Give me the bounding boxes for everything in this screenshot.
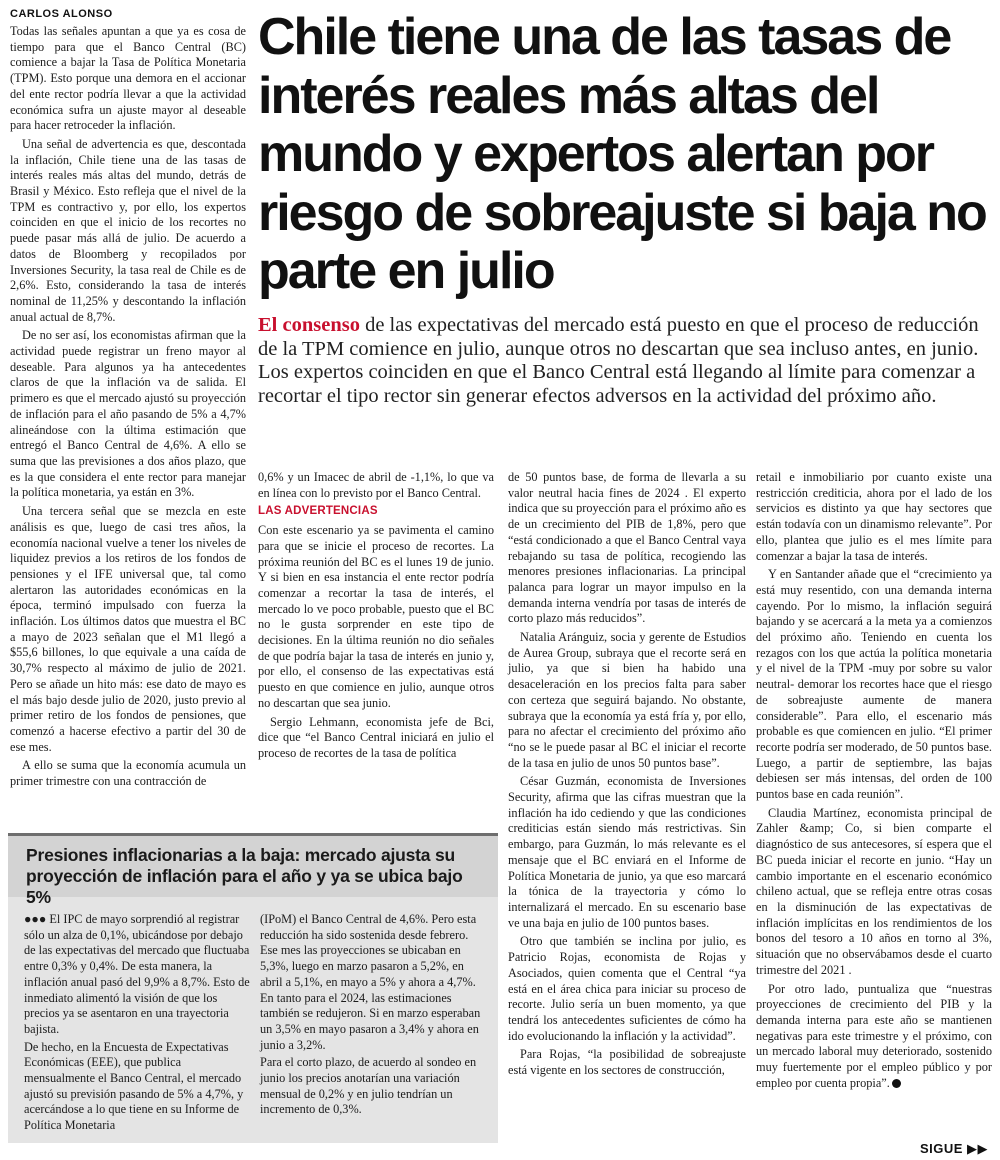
article-column-3 bbox=[508, 470, 746, 1082]
bullet-dots-icon: ●●● bbox=[24, 912, 47, 926]
article-column-2 bbox=[258, 470, 494, 765]
paragraph: De no ser así, los economistas afirman que la actividad puede registrar un freno mayor al deseable. Para algunos ya ha antecedentes claros de que la inflación va de salida. El primero es que el mercado ajustó su proyección de inflación para el año pasando de 5% a 4,7% alineándose con la última estimación que entregó el Banco Central de 4,6%. A ello se suma que las previsiones a dos años plazo, que es la que considera el ente rector para manejar la política monetaria, ya están en 3%. bbox=[10, 328, 246, 500]
paragraph: Claudia Martínez, economista principal de Zahler &amp; Co, si bien comparte el diagnóstico de sus antecesores, sí espera que el BC pueda iniciar el recorte en junio. “Hay un cambio importante en el escenario económico chileno actual, que se refleja entre otras cosas en la disminución de las expectativas de inflación implícitas en los rendimientos de los bonos del tesoro a 10 años en torno al 3%, situación que no observábamos desde el cuarto trimestre del 2021 . bbox=[756, 805, 992, 977]
sidebar-box-title: Presiones inflacionarias a la baja: mercado ajusta su proyección de inflación para el año y ya se ubica bajo 5% bbox=[26, 845, 463, 907]
paragraph: 0,6% y un Imacec de abril de -1,1%, lo que va en línea con lo previsto por el Banco Central. bbox=[258, 470, 494, 500]
paragraph: Con este escenario ya se pavimenta el camino para que se inicie el proceso de recortes. La próxima reunión del BC es el lunes 19 de junio. Y si bien en esa instancia el ente rector podría comenzar a recortar la tasa de interés, el mercado lo ve poco probable, puesto que el BC no le gusta sorprender en este tipo de decisiones. En la última reunión no dio señales de que podría bajar la tasa de interés en junio y, por ello, el consenso de las expectativas está puesto en que comience en julio, aunque otros no descartan que sea junio. bbox=[258, 523, 494, 710]
headline: Chile tiene una de las tasas de interés reales más altas del mundo y expertos alertan por riesgo de sobreajuste si baja no parte en julio bbox=[258, 8, 986, 300]
paragraph: Otro que también se inclina por julio, es Patricio Rojas, economista de Rojas y Asociados, quien comenta que el Central “ya está en el área chica para iniciar su proceso de recorte. Julio sería un buen momento, ya que tendrá los antecedentes suficientes de cómo ha ido evolucionando la inflación y la actividad”. bbox=[508, 934, 746, 1043]
lead-text: de las expectativas del mercado está puesto en que el proceso de reducción de la TPM comience en julio, aunque otros no descartan que sea incluso antes, en junio. Los expertos coinciden en que el Banco Central está llegando al límite para comenzar a recortar el tipo rector sin generar efectos adversos en la actividad del próximo año. bbox=[258, 314, 979, 407]
lead-paragraph bbox=[258, 314, 993, 408]
paragraph: Una señal de advertencia es que, descontada la inflación, Chile tiene una de las tasas de interés reales más altas del mundo, detrás de Brasil y México. Esto refleja que el nivel de la TPM es contractivo y, por ello, los expertos coinciden en que el inicio de los recortes no puede pasar más allá de julio. De acuerdo a datos de Bloomberg y recopilados por Inversiones Security, la tasa real de Chile es de 2,6%. Esto, considerando la tasa de interés nominal de 11,25% y descontando la inflación anual actual de 8,7%. bbox=[10, 136, 246, 324]
paragraph-text: Por otro lado, puntualiza que “nuestras proyecciones de crecimiento del PIB y la demanda interna para este año se mantienen negativas para este trimestre y el próximo, con un mercado laboral muy deteriorado, sostenido muy fuertemente por el empleo público y por empleo por cuenta propia”. bbox=[756, 981, 992, 1090]
paragraph bbox=[756, 982, 992, 1092]
paragraph: (IPoM) el Banco Central de 4,6%. Pero esta reducción ha sido sostenida desde febrero. Ese mes las proyecciones se ubicaban en 5,3%, luego en marzo pasaron a 5,2%, en abril a 5,1%, en mayo a 5% y ahora a 4,7%. En tanto para el 2024, las estimaciones también se redujeron. Si en marzo esperaban un 3,5% en mayo pasaron a 3,4% y ahora en junio a 3,2%. bbox=[260, 912, 481, 1052]
paragraph bbox=[24, 912, 250, 1038]
lead-kicker: El consenso bbox=[258, 314, 360, 336]
paragraph: Todas las señales apuntan a que ya es cosa de tiempo para que el Banco Central (BC) comience a bajar la Tasa de Política Monetaria (TPM). Esto porque una demora en el accionar del ente rector podría llevar a que la actividad económica sufra un ajuste mayor al deseable para hacer retroceder la inflación. bbox=[10, 24, 246, 133]
article-column-1 bbox=[10, 24, 246, 793]
end-of-article-icon bbox=[892, 1079, 901, 1088]
paragraph-text: El IPC de mayo sorprendió al registrar sólo un alza de 0,1%, ubicándose por debajo de las expectativas del mercado que fluctuaba entre 0,3% y 0,4%. De esta manera, la inflación anual pasó del 9,9% a 8,7%. Esto de inmediato alimentó la visión de que los precios ya se asentaron en una trayectoria bajista. bbox=[24, 912, 250, 1036]
paragraph: A ello se suma que la economía acumula un primer trimestre con una contracción de bbox=[10, 758, 246, 789]
paragraph: César Guzmán, economista de Inversiones Security, afirma que las cifras muestran que la inflación ha ido cediendo y que las condiciones crediticias están siendo más restrictivas. Sin embargo, para Guzmán, lo más relevante es el mensaje que el BC enviará en el Informe de Política Monetaria de junio, ya que eso marcará la tónica de la trayectoria y cómo lo internalizará el mercado. En su escenario base ve una baja en julio de 100 puntos bases. bbox=[508, 774, 746, 930]
paragraph: De hecho, en la Encuesta de Expectativas Económicas (EEE), que publica mensualmente el Banco Central, el mercado ajustó su previsión pasando de 5% a 4,7%, y acercándose a lo que tiene en su Informe de Política Monetaria bbox=[24, 1039, 244, 1133]
paragraph: Y en Santander añade que el “crecimiento ya está muy resentido, con una demanda interna cayendo. Por lo mismo, la inflación seguirá bajando y se acercará a la meta ya a comienzos del próximo año. Teniendo en cuenta los rezagos con los que actúa la política monetaria y el nivel de la TPM -muy por sobre su valor neutral- demorar los recortes hace que el riesgo de sobreajuste aumente de manera considerable”. Para ello, el escenario más probable es que comiencen en julio. “El primer recorte podría ser moderado, de 50 puntos base. Luego, a partir de septiembre, las bajas debiesen ser más intensas, del orden de 100 puntos base en cada reunión”. bbox=[756, 567, 992, 802]
paragraph: Natalia Aránguiz, socia y gerente de Estudios de Aurea Group, subraya que el recorte será en julio, ya que si bien ha habido una desaceleración en los precios falta para saber con certeza que seguirá bajando. No obstante, subraya que la economía ya está fría y, por ello, para no afectar el crecimiento del próximo año “no se le puede pasar al BC el iniciar el recorte de la tasa en julio de unos 50 puntos base”. bbox=[508, 630, 746, 770]
article-column-4 bbox=[756, 470, 992, 1094]
paragraph: Sergio Lehmann, economista jefe de Bci, dice que “el Banco Central iniciará en julio el proceso de recortes de la tasa de política bbox=[258, 714, 494, 760]
sidebar-box-column-right bbox=[260, 912, 488, 1120]
paragraph: retail e inmobiliario por cuanto existe una restricción crediticia, ahora por el lado de los servicios es distinto ya que hay sectores que están todavía con un dinamismo relevante”. Por ello, plantea que julio es el mes límite para comenzar a bajar la tasa de interés. bbox=[756, 470, 992, 563]
byline: CARLOS ALONSO bbox=[10, 8, 113, 20]
paragraph: Una tercera señal que se mezcla en este análisis es que, luego de casi tres años, la economía nacional vuelve a tener los niveles de liquidez previos a los retiros de los fondos de pensiones y el IFE universal que, tal como alertaron las autoridades económicas en la época, terminó impulsado con fuerza la inflación. Los últimos datos que muestra el BC a mayo de 2023 señalan que el M1 llegó a $55,6 billones, lo que equivale a una caída de 30,7% respecto al máximo de julio de 2021. Pero se añade un hito más: ese dato de mayo es el más bajo desde julio de 2020, justo previo al primer retiro de los fondos de pensiones, que comenzó a hacerse efectivo a partir del 30 de ese mes. bbox=[10, 504, 246, 754]
paragraph: Para Rojas, “la posibilidad de sobreajuste está vigente en los sectores de construcción, bbox=[508, 1047, 746, 1078]
section-subhead: LAS ADVERTENCIAS bbox=[258, 505, 378, 518]
paragraph: Para el corto plazo, de acuerdo al sondeo en junio los precios anotarían una variación mensual de 0,2% y en julio tendrían un incremento de 0,3%. bbox=[260, 1055, 477, 1117]
sidebar-box-column-left bbox=[24, 912, 250, 1136]
continued-marker: SIGUE ▶▶ bbox=[919, 1141, 988, 1156]
paragraph: de 50 puntos base, de forma de llevarla a su valor neutral hacia fines de 2024 . El experto indica que su proyección para el próximo año es de un crecimiento del PIB de 1,8%, pero que “está condicionado a que el Banco Central vaya rebajando su tasa de política, recogiendo las menores presiones inflacionarias. La principal palanca para lograr un mayor impulso en la demanda interna vendría por tasas de interés de corto plazo más reducidos”. bbox=[508, 470, 746, 626]
